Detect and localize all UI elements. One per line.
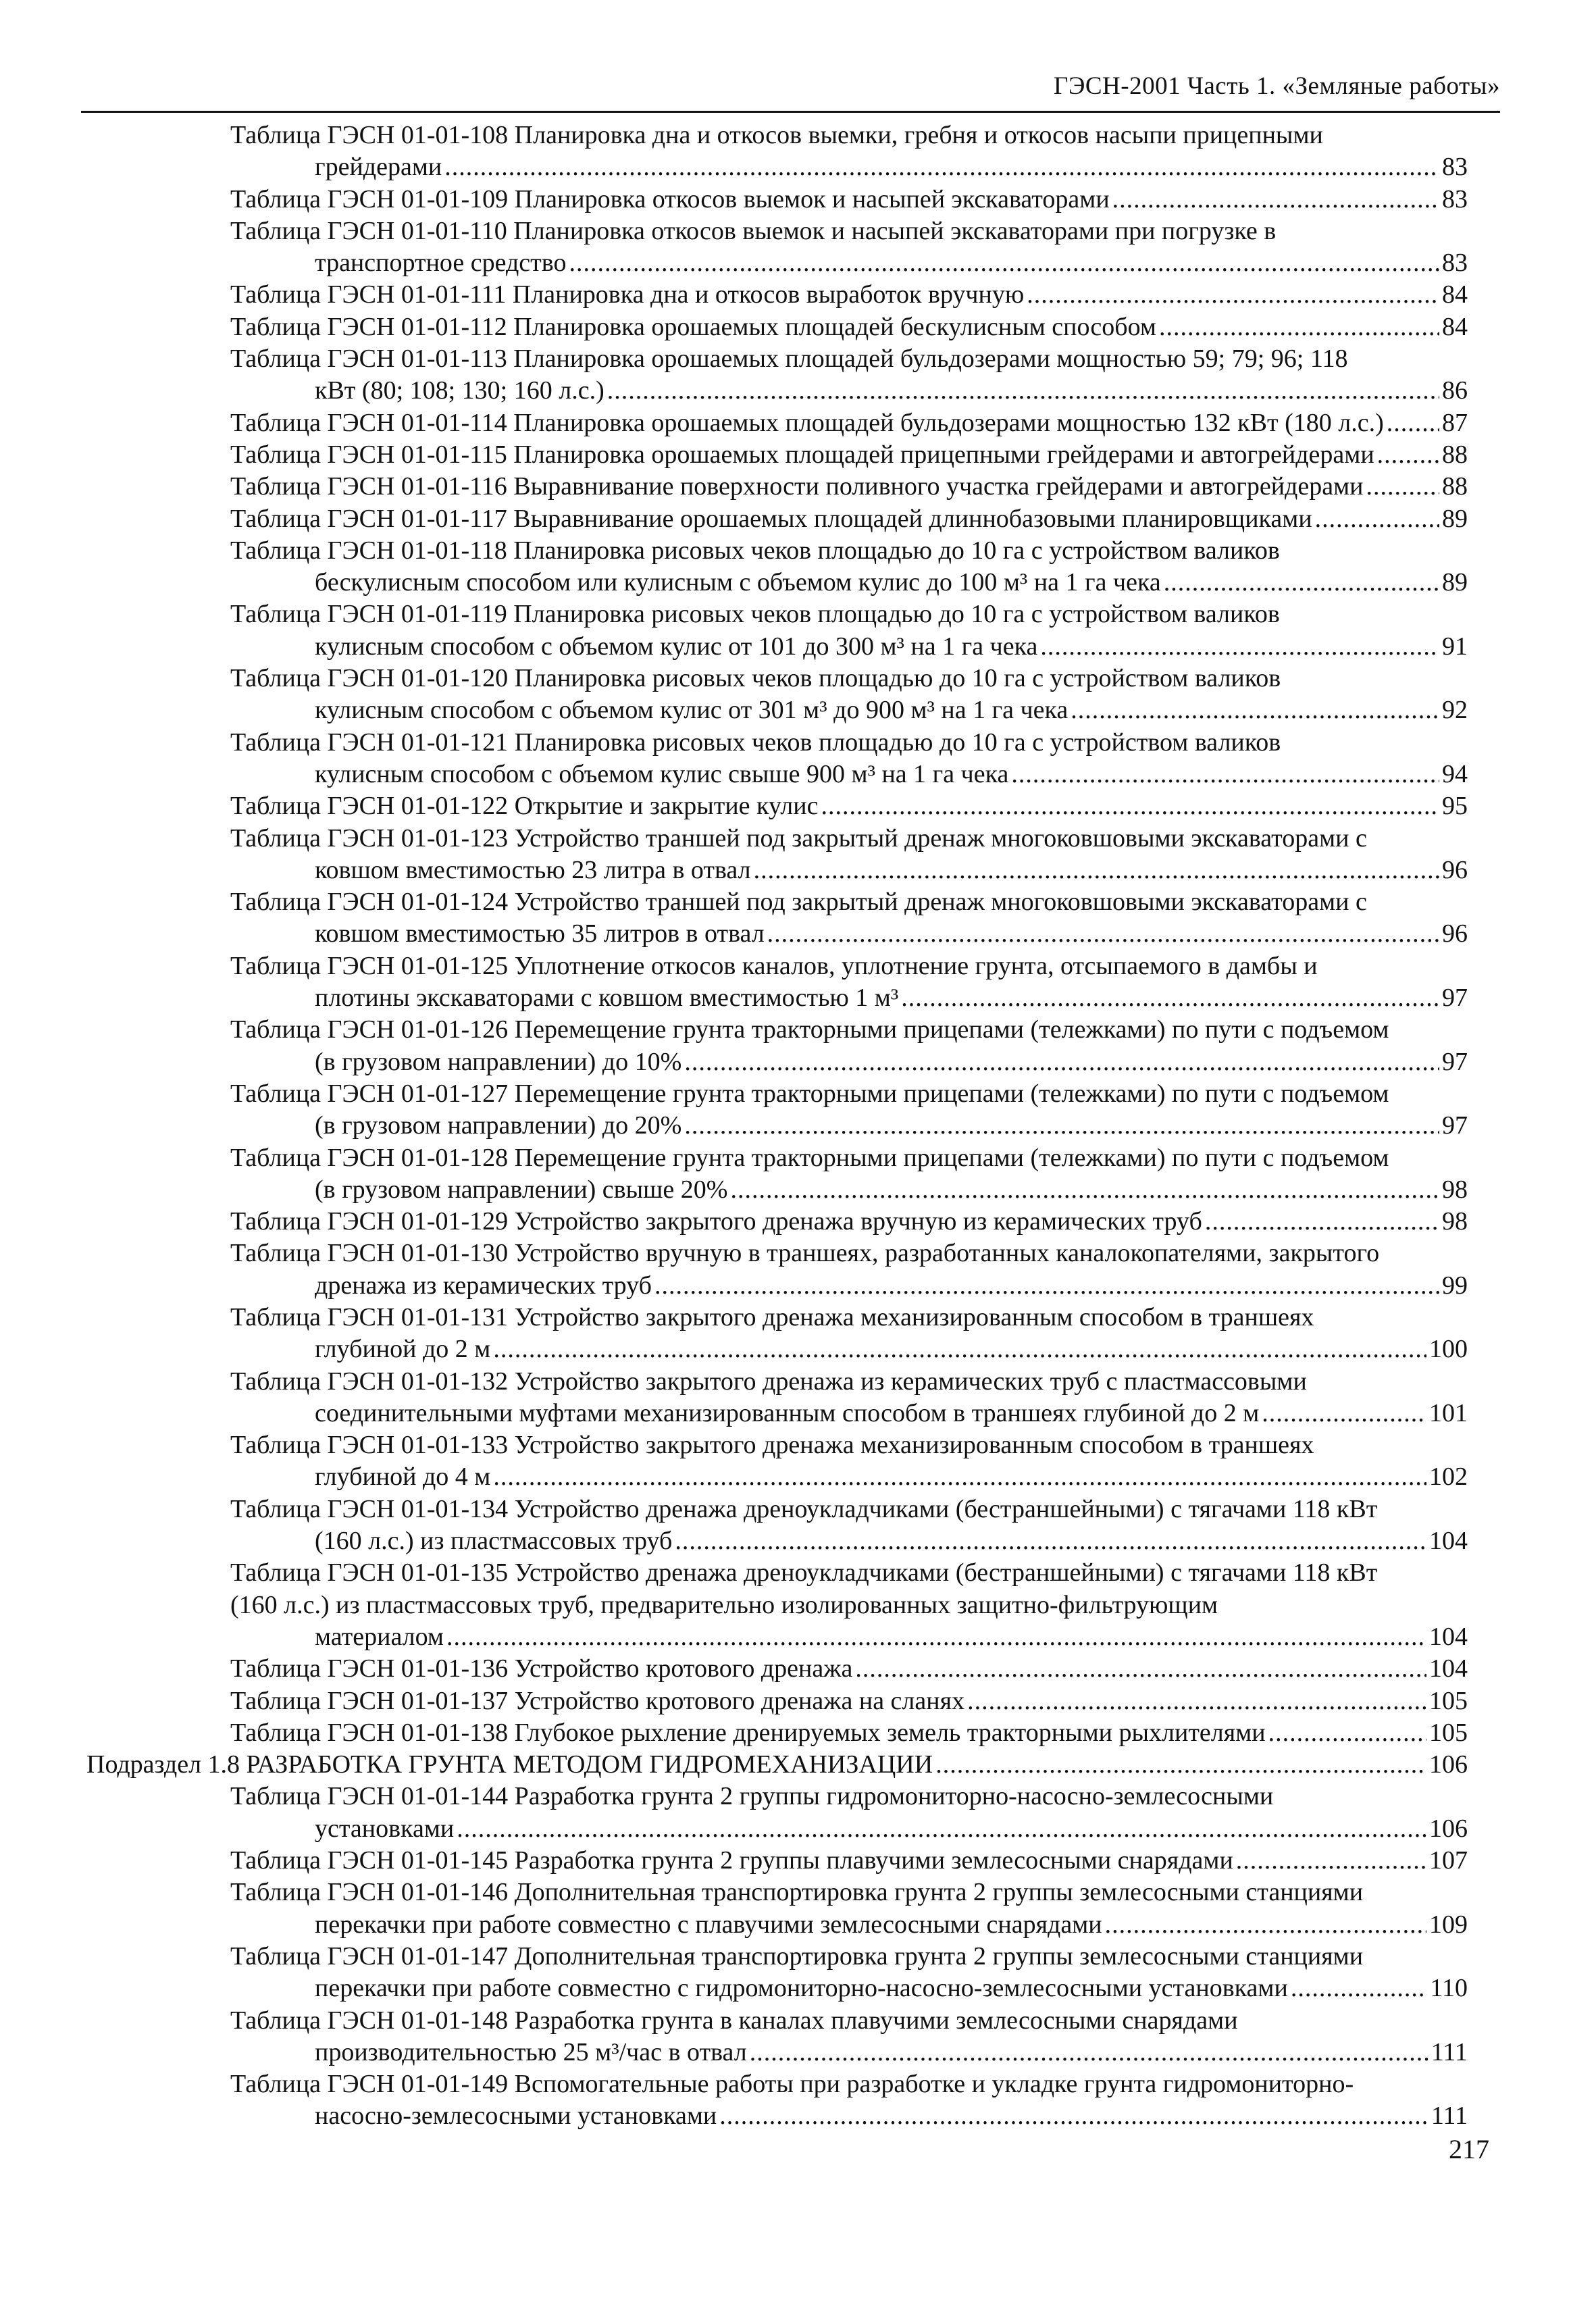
toc-entry-text: глубиной до 2 м	[315, 1335, 491, 1364]
toc-page-number: 88	[1442, 472, 1468, 501]
toc-entry-text: Таблица ГЭСН 01-01-130 Устройство вручную в траншеях, разработанных каналокопателями, закрытого	[230, 1239, 1380, 1268]
toc-entry-text: Таблица ГЭСН 01-01-136 Устройство кротового дренажа	[230, 1654, 853, 1683]
toc-page-number: 104	[1429, 1654, 1468, 1683]
toc-entry-text: Таблица ГЭСН 01-01-122 Открытие и закрытие кулис	[230, 792, 819, 821]
toc-entry-text: (в грузовом направлении) до 20%	[315, 1111, 682, 1140]
toc-page-number: 110	[1430, 1974, 1468, 2003]
toc-page-number: 91	[1442, 632, 1468, 661]
toc-entry-text: соединительными муфтами механизированным способом в траншеях глубиной до 2 м	[315, 1398, 1260, 1427]
toc-entry-text: Таблица ГЭСН 01-01-113 Планировка орошаемых площадей бульдозерами мощностью 59; 79; 96; 118	[230, 345, 1348, 374]
dot-leader	[457, 1813, 1426, 1845]
toc-page-number: 84	[1442, 312, 1468, 341]
dot-leader	[1159, 311, 1439, 343]
toc-entry[interactable]	[86, 823, 1468, 887]
dot-leader	[1040, 631, 1439, 663]
dot-leader	[1387, 407, 1439, 439]
page-number: 217	[1449, 2134, 1489, 2164]
toc-entry-text: ковшом вместимостью 23 литра в отвал	[315, 855, 751, 884]
toc-entry-text: Таблица ГЭСН 01-01-118 Планировка рисовых чеков площадью до 10 га с устройством валиков	[230, 536, 1280, 565]
toc-page-number: 94	[1442, 759, 1468, 788]
toc-page-number: 111	[1431, 2102, 1468, 2131]
toc-entry-text: Таблица ГЭСН 01-01-132 Устройство закрытого дренажа из керамических труб с пластмассовыми	[230, 1367, 1307, 1396]
dot-leader	[675, 1525, 1426, 1557]
toc-entry-text: Таблица ГЭСН 01-01-146 Дополнительная транспортировка грунта 2 группы землесосными станциями	[230, 1878, 1364, 1907]
toc-entry[interactable]	[86, 2068, 1468, 2133]
toc-entry[interactable]	[86, 1877, 1468, 1941]
toc-page-number: 102	[1429, 1463, 1468, 1492]
toc-page-number: 107	[1429, 1846, 1468, 1875]
toc-entry-text: Таблица ГЭСН 01-01-114 Планировка орошаемых площадей бульдозерами мощностью 132 кВт (180 л.с.)	[230, 408, 1384, 437]
toc-entry-text: бескулисным способом или кулисным с объемом кулис до 100 м³ на 1 га чека	[315, 568, 1161, 597]
toc-entry-text: перекачки при работе совместно с плавучими землесосными снарядами	[315, 1910, 1102, 1939]
toc-entry[interactable]	[86, 1717, 1468, 1749]
toc-page-number: 105	[1429, 1718, 1468, 1747]
dot-leader	[684, 1110, 1439, 1142]
dot-leader	[750, 2037, 1428, 2068]
toc-page-number: 88	[1442, 440, 1468, 469]
toc-entry[interactable]	[86, 1302, 1468, 1366]
dot-leader	[654, 1270, 1439, 1302]
toc-page-number: 84	[1442, 280, 1468, 309]
toc-entry-text: (160 л.с.) из пластмассовых труб, предварительно изолированных защитно-фильтрующим	[230, 1590, 1218, 1619]
toc-entry[interactable]	[86, 950, 1468, 1015]
dot-leader	[935, 1749, 1426, 1781]
toc-entry-text: Таблица ГЭСН 01-01-129 Устройство закрытого дренажа вручную из керамических труб	[230, 1207, 1202, 1236]
dot-leader	[569, 247, 1439, 279]
toc-entry-text: Таблица ГЭСН 01-01-112 Планировка орошаемых площадей бескулисным способом	[230, 312, 1156, 341]
dot-leader	[493, 1461, 1426, 1493]
toc-entry-text: Таблица ГЭСН 01-01-147 Дополнительная транспортировка грунта 2 группы землесосными станциями	[230, 1941, 1364, 1971]
toc-entry-text: Подраздел 1.8 РАЗРАБОТКА ГРУНТА МЕТОДОМ ГИДРОМЕХАНИЗАЦИИ	[86, 1750, 933, 1779]
toc-entry-text: Таблица ГЭСН 01-01-137 Устройство кротового дренажа на сланях	[230, 1686, 965, 1715]
toc-page-number: 106	[1429, 1814, 1468, 1843]
dot-leader	[607, 375, 1439, 407]
toc-entry-text: Таблица ГЭСН 01-01-138 Глубокое рыхление дренируемых земель тракторными рыхлителями	[230, 1718, 1266, 1747]
toc-entry-text: кулисным способом с объемом кулис свыше 900 м³ на 1 га чека	[315, 759, 1009, 788]
toc-entry[interactable]	[86, 215, 1468, 280]
toc-entry-text: кулисным способом с объемом кулис от 101 до 300 м³ на 1 га чека	[315, 632, 1038, 661]
toc-entry-text: кВт (80; 108; 130; 160 л.с.)	[315, 376, 604, 405]
toc-page-number: 97	[1442, 984, 1468, 1013]
toc-entry[interactable]	[86, 184, 1468, 215]
running-header	[81, 62, 1500, 113]
toc-entry-text: Таблица ГЭСН 01-01-116 Выравнивание поверхности поливного участка грейдерами и автогрейдерами	[230, 472, 1364, 501]
toc-entry[interactable]	[86, 1845, 1468, 1877]
toc-page-number: 104	[1429, 1622, 1468, 1651]
toc-entry-text: материалом	[315, 1622, 444, 1651]
dot-leader	[684, 1046, 1439, 1078]
toc-entry[interactable]	[86, 1653, 1468, 1685]
toc-entry-text: грейдерами	[315, 153, 442, 182]
toc-page-number: 92	[1442, 696, 1468, 725]
toc-entry[interactable]	[86, 503, 1468, 535]
toc-entry-text: Таблица ГЭСН 01-01-144 Разработка грунта 2 группы гидромониторно-насосно-землесосными	[230, 1782, 1274, 1811]
dot-leader	[444, 151, 1439, 183]
dot-leader	[1315, 503, 1439, 535]
dot-leader	[1071, 694, 1439, 726]
toc-entry[interactable]	[86, 1078, 1468, 1142]
toc-entry-text: насосно-землесосными установками	[315, 2102, 717, 2131]
toc-entry[interactable]	[86, 1494, 1468, 1558]
toc-entry-text: глубиной до 4 м	[315, 1463, 491, 1492]
dot-leader	[730, 1174, 1439, 1206]
toc-section-heading[interactable]	[86, 1749, 1468, 1781]
toc-page-number: 111	[1431, 2037, 1468, 2066]
table-of-contents	[86, 120, 1468, 2133]
toc-page-number: 95	[1442, 792, 1468, 821]
toc-entry[interactable]	[86, 407, 1468, 439]
toc-entry-text: Таблица ГЭСН 01-01-125 Уплотнение откосов каналов, уплотнение грунта, отсыпаемого в дамбы и	[230, 951, 1318, 980]
toc-entry-text: плотины экскаваторами с ковшом вместимостью 1 м³	[315, 984, 899, 1013]
toc-entry-text: Таблица ГЭСН 01-01-133 Устройство закрытого дренажа механизированным способом в траншеях	[230, 1431, 1314, 1460]
toc-entry-text: Таблица ГЭСН 01-01-123 Устройство траншей под закрытый дренаж многоковшовыми экскаваторами с	[230, 823, 1367, 853]
toc-entry[interactable]	[86, 1941, 1468, 2005]
toc-page-number: 104	[1429, 1527, 1468, 1556]
toc-page-number: 100	[1429, 1335, 1468, 1364]
toc-page-number: 101	[1429, 1398, 1468, 1427]
toc-entry[interactable]	[86, 471, 1468, 503]
toc-page-number: 83	[1442, 249, 1468, 278]
dot-leader	[446, 1621, 1426, 1653]
toc-entry[interactable]	[86, 599, 1468, 663]
toc-entry-text: Таблица ГЭСН 01-01-109 Планировка откосов выемок и насыпей экскаваторами	[230, 184, 1110, 213]
dot-leader	[1291, 1973, 1428, 2004]
toc-entry-text: Таблица ГЭСН 01-01-145 Разработка грунта 2 группы плавучими землесосными снарядами	[230, 1846, 1233, 1875]
toc-page-number: 83	[1442, 153, 1468, 182]
toc-page-number: 98	[1442, 1207, 1468, 1236]
toc-entry-text: Таблица ГЭСН 01-01-131 Устройство закрытого дренажа механизированным способом в траншеях	[230, 1302, 1314, 1331]
toc-entry[interactable]	[86, 1142, 1468, 1206]
toc-entry-text: Таблица ГЭСН 01-01-121 Планировка рисовых чеков площадью до 10 га с устройством валиков	[230, 728, 1281, 757]
toc-entry-text: Таблица ГЭСН 01-01-149 Вспомогательные работы при разработке и укладке грунта гидромониторно-	[230, 2070, 1354, 2099]
toc-entry[interactable]	[86, 663, 1468, 727]
toc-entry-text: транспортное средство	[315, 249, 567, 278]
dot-leader	[1366, 471, 1439, 503]
toc-page-number: 97	[1442, 1047, 1468, 1076]
dot-leader	[719, 2100, 1428, 2132]
toc-entry[interactable]	[86, 886, 1468, 950]
toc-entry-text: Таблица ГЭСН 01-01-110 Планировка откосов выемок и насыпей экскаваторами при погрузке в	[230, 216, 1277, 245]
dot-leader	[1262, 1398, 1426, 1429]
toc-entry-text: Таблица ГЭСН 01-01-111 Планировка дна и откосов выработок вручную	[230, 280, 1025, 309]
toc-page-number: 96	[1442, 855, 1468, 884]
toc-entry-text: производительностью 25 м³/час в отвал	[315, 2037, 747, 2066]
toc-page-number: 89	[1442, 568, 1468, 597]
toc-page-number: 97	[1442, 1111, 1468, 1140]
dot-leader	[767, 918, 1439, 950]
toc-entry[interactable]	[86, 790, 1468, 822]
toc-entry-text: Таблица ГЭСН 01-01-134 Устройство дренажа дреноукладчиками (бестраншейными) с тягачами 118 кВт	[230, 1494, 1378, 1523]
toc-page-number: 98	[1442, 1175, 1468, 1204]
toc-entry-text: (в грузовом направлении) до 10%	[315, 1047, 682, 1076]
toc-entry[interactable]	[86, 279, 1468, 311]
toc-entry[interactable]	[86, 343, 1468, 407]
toc-entry[interactable]	[86, 1014, 1468, 1078]
toc-entry-text: Таблица ГЭСН 01-01-115 Планировка орошаемых площадей прицепными грейдерами и автогрейдерами	[230, 440, 1374, 469]
running-header-title: ГЭСН-2001 Часть 1. «Земляные работы»	[1054, 72, 1500, 100]
toc-entry-text: Таблица ГЭСН 01-01-108 Планировка дна и откосов выемки, гребня и откосов насыпи прицепными	[230, 121, 1323, 149]
toc-entry[interactable]	[86, 1366, 1468, 1430]
toc-entry-text: Таблица ГЭСН 01-01-126 Перемещение грунта тракторными прицепами (тележками) по пути с подъемом	[230, 1015, 1389, 1044]
toc-page-number: 83	[1442, 184, 1468, 213]
toc-entry-text: Таблица ГЭСН 01-01-117 Выравнивание орошаемых площадей длиннобазовыми планировщиками	[230, 504, 1312, 533]
toc-entry[interactable]	[86, 1238, 1468, 1302]
toc-page-number: 105	[1429, 1686, 1468, 1715]
dot-leader	[1236, 1845, 1426, 1877]
toc-entry-text: (160 л.с.) из пластмассовых труб	[315, 1527, 673, 1556]
dot-leader	[754, 855, 1439, 886]
toc-entry[interactable]	[86, 535, 1468, 599]
toc-entry-text: Таблица ГЭСН 01-01-120 Планировка рисовых чеков площадью до 10 га с устройством валиков	[230, 664, 1281, 693]
dot-leader	[1105, 1909, 1426, 1941]
toc-entry-text: кулисным способом с объемом кулис от 301 м³ до 900 м³ на 1 га чека	[315, 696, 1069, 725]
toc-entry[interactable]	[86, 727, 1468, 791]
toc-page-number: 86	[1442, 376, 1468, 405]
dot-leader	[1011, 759, 1439, 790]
toc-entry-text: Таблица ГЭСН 01-01-119 Планировка рисовых чеков площадью до 10 га с устройством валиков	[230, 600, 1280, 629]
dot-leader	[1377, 439, 1439, 471]
dot-leader	[967, 1685, 1426, 1717]
toc-entry-text: перекачки при работе совместно с гидромониторно-насосно-землесосными установками	[315, 1974, 1288, 2003]
toc-entry[interactable]	[86, 2005, 1468, 2069]
toc-entry-text: Таблица ГЭСН 01-01-148 Разработка грунта в каналах плавучими землесосными снарядами	[230, 2006, 1238, 2035]
dot-leader	[1164, 567, 1439, 599]
dot-leader	[855, 1653, 1426, 1685]
toc-entry[interactable]	[86, 1557, 1468, 1653]
dot-leader	[901, 982, 1439, 1014]
toc-page-number: 87	[1442, 408, 1468, 437]
toc-page-number: 89	[1442, 504, 1468, 533]
toc-entry[interactable]	[86, 120, 1468, 184]
toc-entry-text: Таблица ГЭСН 01-01-135 Устройство дренажа дреноукладчиками (бестраншейными) с тягачами 118 кВт	[230, 1558, 1378, 1587]
toc-entry[interactable]	[86, 1206, 1468, 1238]
toc-entry[interactable]	[86, 1429, 1468, 1494]
toc-entry-text: ковшом вместимостью 35 литров в отвал	[315, 919, 765, 948]
dot-leader	[821, 790, 1439, 822]
toc-page-number: 99	[1442, 1271, 1468, 1300]
toc-page-number: 96	[1442, 919, 1468, 948]
dot-leader	[1205, 1206, 1439, 1238]
toc-entry[interactable]	[86, 1781, 1468, 1845]
toc-entry-text: Таблица ГЭСН 01-01-124 Устройство траншей под закрытый дренаж многоковшовыми экскаваторами с	[230, 888, 1367, 917]
toc-page-number: 106	[1429, 1750, 1468, 1779]
toc-entry-text: (в грузовом направлении) свыше 20%	[315, 1175, 728, 1204]
toc-entry[interactable]	[86, 311, 1468, 343]
toc-entry[interactable]	[86, 439, 1468, 471]
toc-entry-text: установками	[315, 1814, 455, 1843]
dot-leader	[493, 1333, 1426, 1365]
dot-leader	[1112, 184, 1439, 215]
toc-page-number: 109	[1429, 1910, 1468, 1939]
toc-entry-text: Таблица ГЭСН 01-01-127 Перемещение грунта тракторными прицепами (тележками) по пути с подъемом	[230, 1079, 1389, 1108]
toc-entry[interactable]	[86, 1685, 1468, 1717]
toc-entry-text: Таблица ГЭСН 01-01-128 Перемещение грунта тракторными прицепами (тележками) по пути с подъемом	[230, 1143, 1389, 1172]
toc-entry-text: дренажа из керамических труб	[315, 1271, 652, 1300]
dot-leader	[1268, 1717, 1426, 1749]
dot-leader	[1027, 279, 1439, 311]
